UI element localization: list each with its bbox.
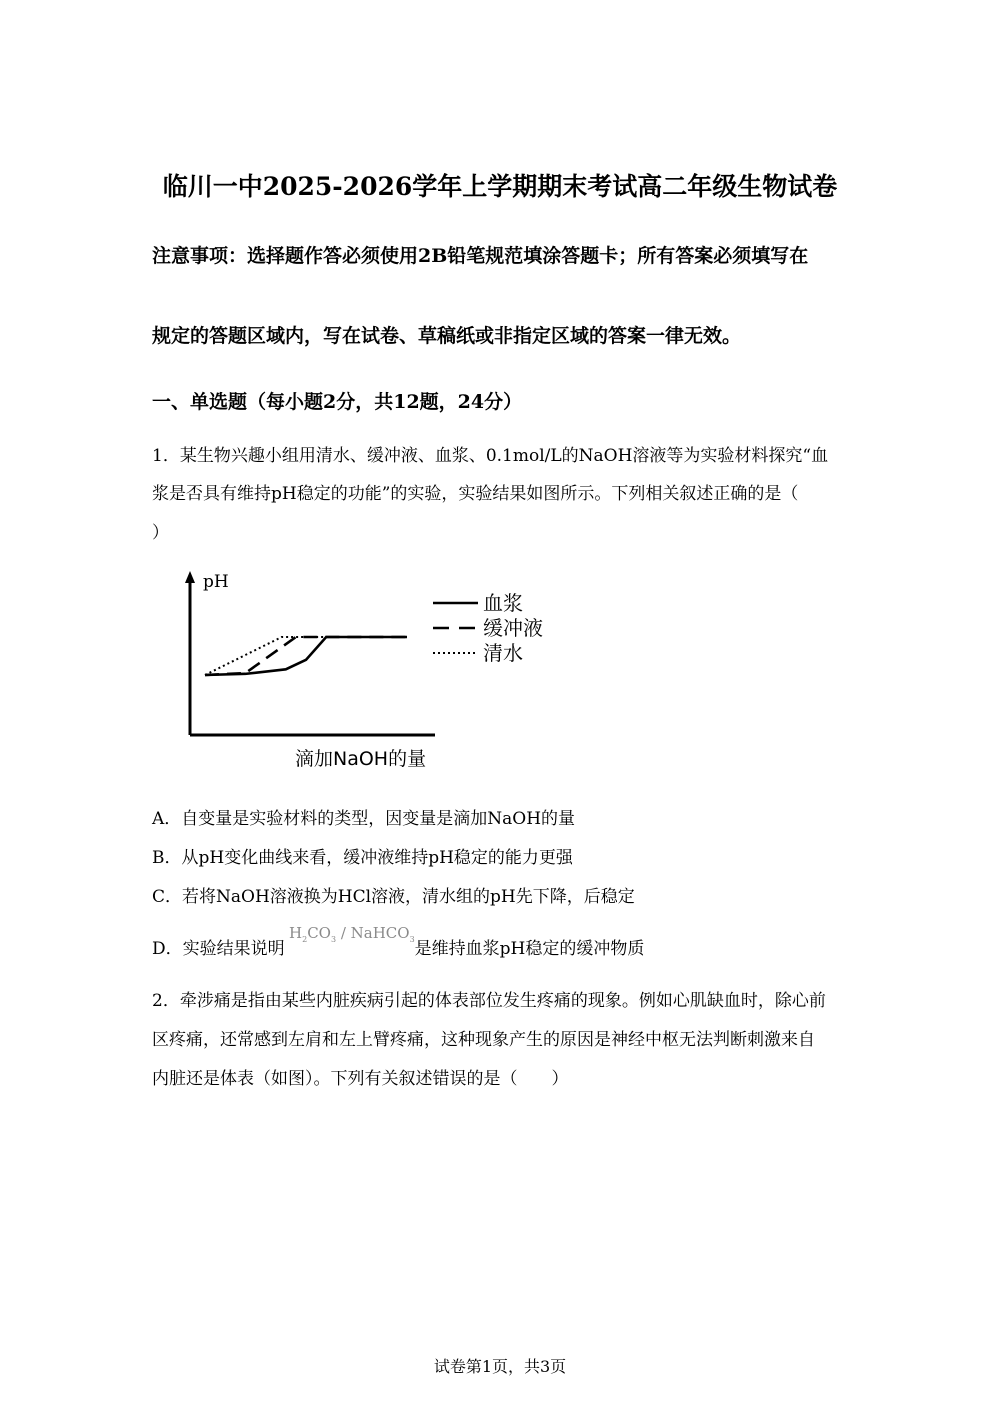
q1-line-2: 浆是否具有维持pH稳定的功能”的实验，实验结果如图所示。下列相关叙述正确的是（: [152, 484, 799, 504]
y-axis-label: pH: [203, 572, 229, 592]
q2-line-2: 区疼痛，还常感到左肩和左上臂疼痛，这种现象产生的原因是神经中枢无法判断刺激来自: [152, 1030, 815, 1050]
legend-label-2: 缓冲液: [483, 616, 543, 640]
ph-chart: [175, 565, 555, 775]
series-line-3: [205, 637, 407, 675]
notice-line-1: 注意事项：选择题作答必须使用2B铅笔规范填涂答题卡；所有答案必须填写在: [152, 245, 809, 267]
q1-line-1: 1．某生物兴趣小组用清水、缓冲液、血浆、0.1mol/L的NaOH溶液等为实验材料探究“血: [152, 446, 829, 466]
q1-option-c: C．若将NaOH溶液换为HCl溶液，清水组的pH先下降，后稳定: [152, 887, 635, 907]
q1-option-d-prefix: D．实验结果说明: [152, 939, 285, 959]
series-line-2: [205, 637, 407, 675]
q2-line-3: 内脏还是体表（如图）。下列有关叙述错误的是（ ）: [152, 1069, 569, 1089]
page-footer: 试卷第1页，共3页: [433, 1357, 567, 1376]
q1-option-a: A．自变量是实验材料的类型，因变量是滴加NaOH的量: [152, 809, 576, 829]
notice-line-2: 规定的答题区域内，写在试卷、草稿纸或非指定区域的答案一律无效。: [152, 325, 742, 347]
q1-option-d-suffix: 是维持血浆pH稳定的缓冲物质: [414, 939, 645, 959]
q2-line-1: 2．牵涉痛是指由某些内脏疾病引起的体表部位发生疼痛的现象。例如心肌缺血时，除心前: [152, 991, 826, 1011]
q1-line-3: ）: [152, 523, 169, 543]
legend-label-3: 清水: [483, 641, 523, 665]
section-heading: 一、单选题（每小题2分，共12题，24分）: [152, 391, 523, 413]
q1-option-b: B．从pH变化曲线来看，缓冲液维持pH稳定的能力更强: [152, 848, 573, 868]
series-line-1: [205, 637, 407, 675]
exam-title: 临川一中2025-2026学年上学期期末考试高二年级生物试卷: [162, 172, 838, 201]
chemical-formula: $H_2CO_3$ / NaHCO$_3$: [289, 924, 415, 944]
y-axis: [185, 571, 195, 735]
x-axis-label: 滴加NaOH的量: [295, 748, 427, 770]
legend-label-1: 血浆: [483, 591, 523, 615]
